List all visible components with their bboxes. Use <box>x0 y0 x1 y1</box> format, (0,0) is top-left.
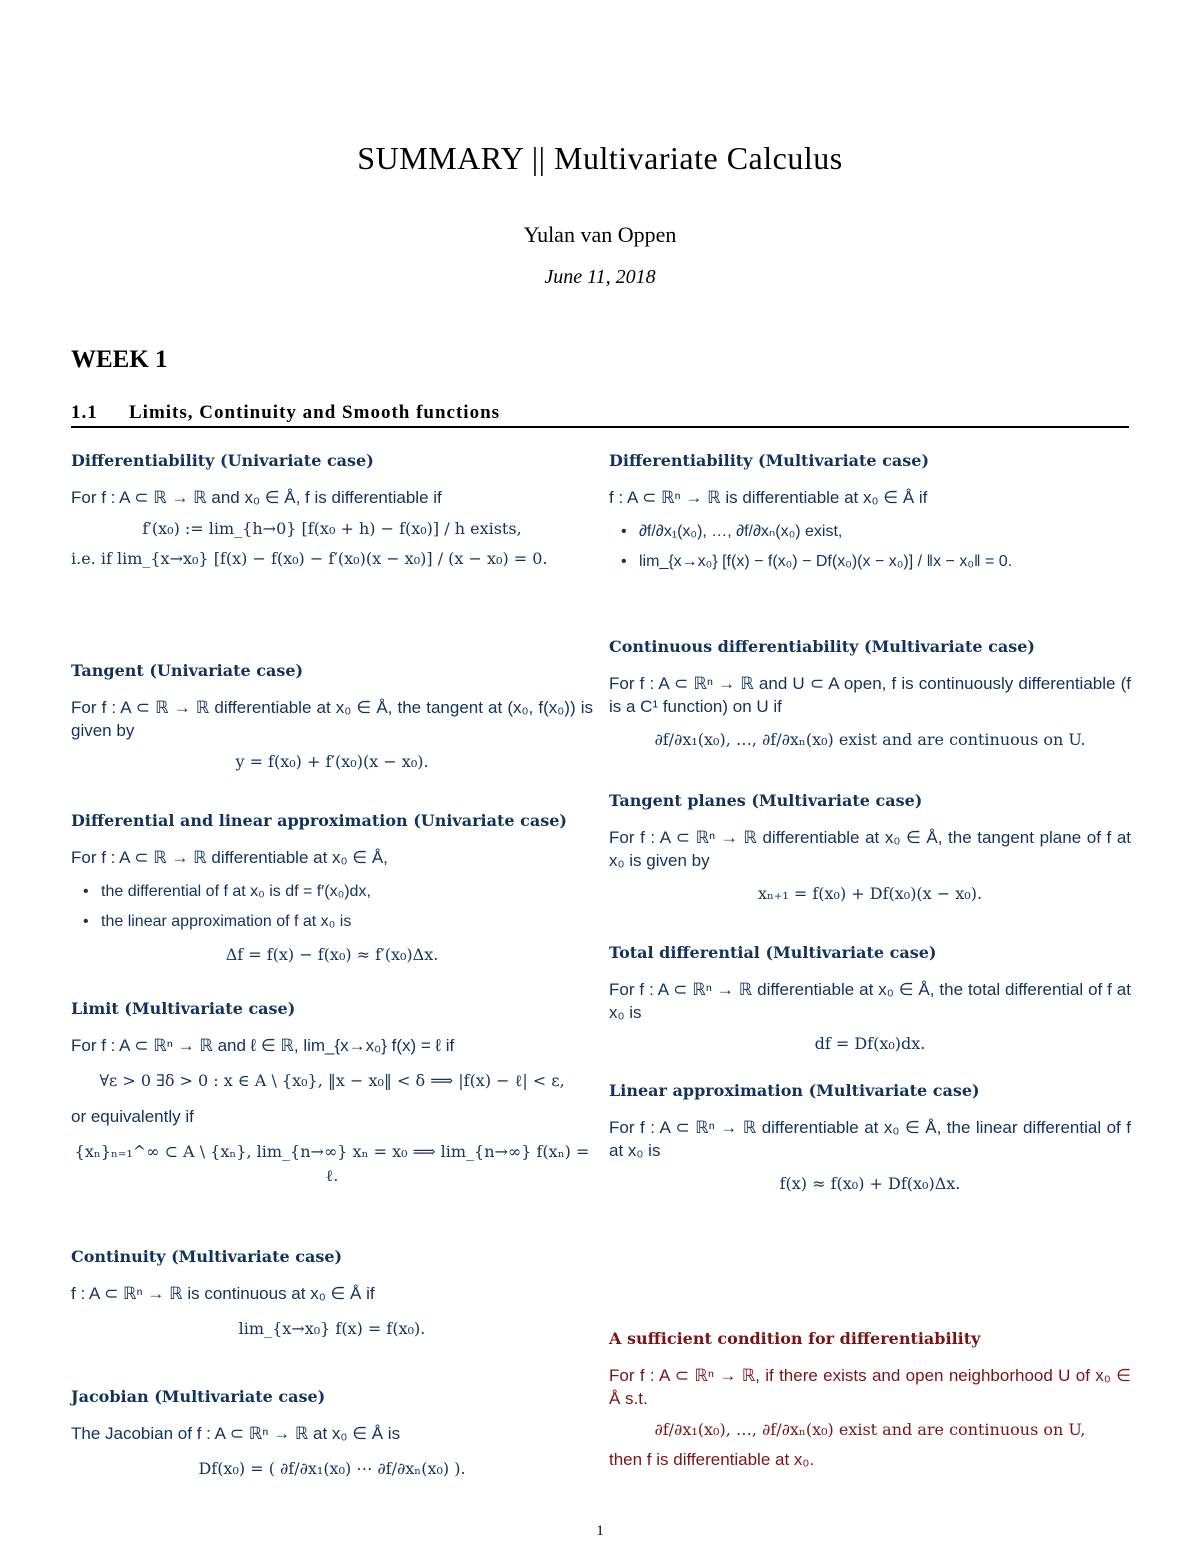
block-limit-multivariate <box>71 998 593 1200</box>
bullet-list <box>71 877 593 937</box>
block-differentiability-univariate <box>71 450 593 577</box>
block-text: For f : A ⊂ ℝⁿ → ℝ differentiable at x₀ ∈ Å, the linear differential of f at x₀ is <box>609 1118 1131 1160</box>
block-differential-univariate <box>71 810 593 973</box>
block-continuous-differentiability <box>609 636 1131 758</box>
block-text: or equivalently if <box>71 1107 194 1126</box>
list-item: • the differential of f at x₀ is df = f′(x₀)dx, <box>101 877 593 907</box>
week-heading: WEEK 1 <box>71 346 168 373</box>
block-heading: Continuous differentiability (Multivariate case) <box>609 637 1035 656</box>
section-title: Limits, Continuity and Smooth functions <box>129 402 501 423</box>
block-formula: ∂f/∂x₁(x₀), …, ∂f/∂xₙ(x₀) exist and are continuous on U, <box>654 1420 1086 1439</box>
block-heading: Tangent planes (Multivariate case) <box>609 791 923 810</box>
block-formula: {xₙ}ₙ₌₁^∞ ⊂ A \ {xₙ}, lim_{n→∞} xₙ = x₀ ⟹ lim_{n→∞} f(xₙ) = ℓ. <box>74 1142 590 1185</box>
block-tangent-planes <box>609 790 1131 912</box>
section-heading <box>71 402 1129 428</box>
bullet-list <box>609 517 1131 577</box>
block-text: f : A ⊂ ℝⁿ → ℝ is differentiable at x₀ ∈ Å if <box>609 488 928 507</box>
list-item: • ∂f/∂x₁(x₀), …, ∂f/∂xₙ(x₀) exist, <box>639 517 1131 547</box>
section-number: 1.1 <box>71 402 98 423</box>
block-tangent-univariate <box>71 660 593 780</box>
list-item: • the linear approximation of f at x₀ is <box>101 907 593 937</box>
block-formula: Δf = f(x) − f(x₀) ≈ f′(x₀)Δx. <box>225 945 439 964</box>
block-total-differential <box>609 942 1131 1062</box>
block-text: For f : A ⊂ ℝⁿ → ℝ differentiable at x₀ ∈ Å, the total differential of f at x₀ is <box>609 980 1131 1022</box>
block-text: For f : A ⊂ ℝ → ℝ and x₀ ∈ Å, f is differentiable if <box>71 488 442 507</box>
block-text: f : A ⊂ ℝⁿ → ℝ is continuous at x₀ ∈ Å if <box>71 1284 375 1303</box>
block-formula: xₙ₊₁ = f(x₀) + Df(x₀)(x − x₀). <box>757 884 983 903</box>
block-text: For f : A ⊂ ℝⁿ → ℝ differentiable at x₀ ∈ Å, the tangent plane of f at x₀ is given by <box>609 828 1131 870</box>
block-heading: Differential and linear approximation (Univariate case) <box>71 811 567 830</box>
block-text: For f : A ⊂ ℝ → ℝ differentiable at x₀ ∈ Å, the tangent at (x₀, f(x₀)) is given by <box>71 698 593 740</box>
author: Yulan van Oppen <box>523 222 677 247</box>
block-text: then f is differentiable at x₀. <box>609 1450 815 1469</box>
block-heading: Differentiability (Univariate case) <box>71 451 374 470</box>
block-heading: A sufficient condition for differentiability <box>609 1329 981 1348</box>
block-formula: Df(x₀) = ( ∂f/∂x₁(x₀) ⋯ ∂f/∂xₙ(x₀) ). <box>198 1459 466 1478</box>
block-differentiability-multivariate <box>609 450 1131 581</box>
list-item: • lim_{x→x₀} [f(x) − f(x₀) − Df(x₀)(x − x₀)] / ‖x − x₀‖ = 0. <box>639 547 1131 577</box>
block-continuity-multivariate <box>71 1246 593 1347</box>
block-text: The Jacobian of f : A ⊂ ℝⁿ → ℝ at x₀ ∈ Å is <box>71 1424 401 1443</box>
block-formula: i.e. if lim_{x→x₀} [f(x) − f(x₀) − f′(x₀)(x − x₀)] / (x − x₀) = 0. <box>71 549 548 568</box>
block-linear-approximation <box>609 1080 1131 1202</box>
block-text: For f : A ⊂ ℝⁿ → ℝ, if there exists and open neighborhood U of x₀ ∈ Å s.t. <box>609 1366 1131 1408</box>
block-heading: Continuity (Multivariate case) <box>71 1247 343 1266</box>
block-jacobian-multivariate <box>71 1386 593 1487</box>
page-number: 1 <box>596 1523 604 1539</box>
date: June 11, 2018 <box>544 266 656 288</box>
block-heading: Tangent (Univariate case) <box>71 661 304 680</box>
block-text: For f : A ⊂ ℝⁿ → ℝ and ℓ ∈ ℝ, lim_{x→x₀} f(x) = ℓ if <box>71 1036 455 1055</box>
block-formula: ∂f/∂x₁(x₀), …, ∂f/∂xₙ(x₀) exist and are continuous on U. <box>654 730 1086 749</box>
block-formula: f(x) ≈ f(x₀) + Df(x₀)Δx. <box>779 1174 961 1193</box>
block-sufficient-condition <box>609 1328 1131 1479</box>
block-text: For f : A ⊂ ℝ → ℝ differentiable at x₀ ∈ Å, <box>71 848 388 867</box>
block-heading: Total differential (Multivariate case) <box>609 943 937 962</box>
block-text: For f : A ⊂ ℝⁿ → ℝ and U ⊂ A open, f is continuously differentiable (f is a C¹ function) on U if <box>609 674 1131 716</box>
block-heading: Jacobian (Multivariate case) <box>71 1387 326 1406</box>
block-heading: Linear approximation (Multivariate case) <box>609 1081 980 1100</box>
block-formula: y = f(x₀) + f′(x₀)(x − x₀). <box>235 752 429 771</box>
block-formula: df = Df(x₀)dx. <box>814 1034 926 1053</box>
block-formula: ∀ε > 0 ∃δ > 0 : x ∈ A \ {x₀}, ‖x − x₀‖ < δ ⟹ |f(x) − ℓ| < ε, <box>99 1071 565 1090</box>
block-heading: Differentiability (Multivariate case) <box>609 451 930 470</box>
block-formula: lim_{x→x₀} f(x) = f(x₀). <box>238 1319 426 1338</box>
block-formula: f′(x₀) := lim_{h→0} [f(x₀ + h) − f(x₀)] / h exists, <box>142 519 522 538</box>
block-heading: Limit (Multivariate case) <box>71 999 296 1018</box>
document-title: SUMMARY || Multivariate Calculus <box>357 140 843 176</box>
